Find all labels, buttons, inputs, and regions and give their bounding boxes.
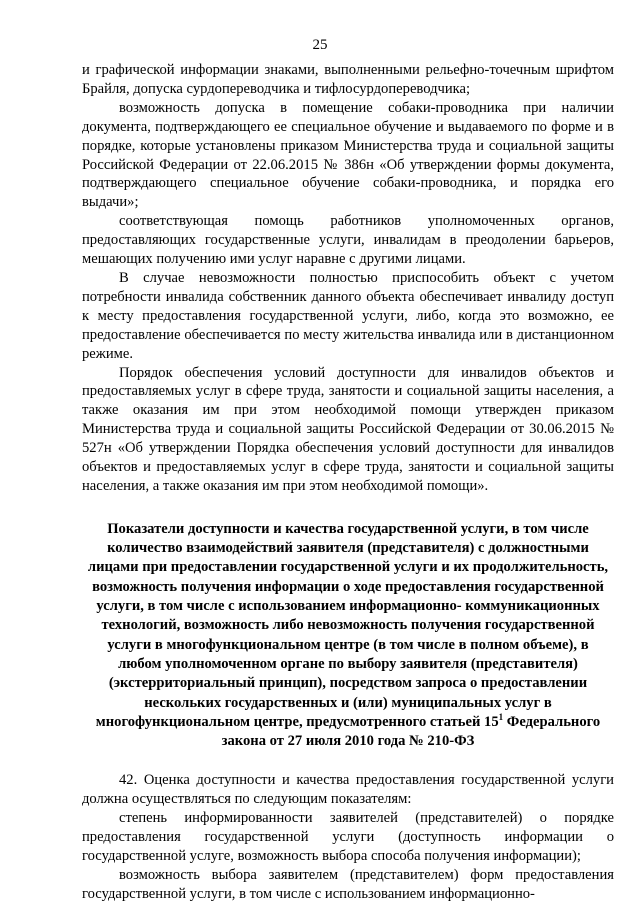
section-heading [82,520,614,752]
spacer [82,496,614,520]
heading-text: Показатели доступности и качества государственной услуги, в том числе количество взаимодействий заявителя (представителя) с должностными лицами при предоставлении государственной услуги и их продолжительность, возможность получения информации о ходе предоставления государственной услуги, в том числе с использованием информационно- коммуникационных технологий, возможность либо невозможность получения государственной услуги в многофункциональном центре (в том числе в полном объеме), в любом уполномоченном органе по выбору заявителя (представителя) (экстерриториальный принцип), посредством запроса о предоставлении нескольких государственных и (или) муниципальных услуг в многофункциональном центре, предусмотренного статьей 15 [87,520,609,730]
paragraph: соответствующая помощь работников уполномоченных органов, предоставляющих государственные услуги, инвалидам в преодолении барьеров, мешающих получению ими услуг наравне с другими лицами. [82,213,614,268]
paragraph: степень информированности заявителей (представителей) о порядке предоставления государственной услуги (доступность информации о государственной услуге, возможность выбора способа получения информации); [82,810,614,865]
heading-superscript: 1 [498,711,504,722]
paragraph: В случае невозможности полностью приспособить объект с учетом потребности инвалида собственник данного объекта обеспечивает инвалиду доступ к месту предоставления государственной услуги, либо, когда это возможно, ее предоставление обеспечивается по месту жительства инвалида или в дистанционном режиме. [82,269,614,362]
page-number: 25 [312,37,328,53]
page-body [82,61,614,904]
paragraph: возможность выбора заявителем (представителем) форм предоставления государственной услуги, в том числе с использованием информационно- [82,866,614,902]
heading-text-end: Федерального закона от 27 июля 2010 года № 210-ФЗ [221,713,601,750]
paragraph: возможность допуска в помещение собаки-проводника при наличии документа, подтверждающего ее специальное обучение и выдаваемого по форме и в порядке, которые установлены приказом Министерства труда и социальной защиты Российской Федерации от 22.06.2015 № 386н «Об утверждении формы документа, подтверждающего специальное обучение собаки-проводника, и порядка его выдачи»; [82,99,614,211]
paragraph: Порядок обеспечения условий доступности для инвалидов объектов и предоставляемых услуг в сфере труда, занятости и социальной защиты населения, а также оказания им при этом необходимой помощи утвержден приказом Министерства труда и социальной защиты Российской Федерации от 30.06.2015 № 527н «Об утверждении Порядка обеспечения условий доступности для инвалидов объектов и предоставляемых услуг в сфере труда, занятости и социальной защиты населения, а также оказания им при этом необходимой помощи». [82,364,614,494]
spacer [82,751,614,771]
paragraph: 42. Оценка доступности и качества предоставления государственной услуги должна осуществляться по следующим показателям: [82,772,614,808]
paragraph: и графической информации знаками, выполненными рельефно-точечным шрифтом Брайля, допуска сурдопереводчика и тифлосурдопереводчика; [82,62,614,97]
